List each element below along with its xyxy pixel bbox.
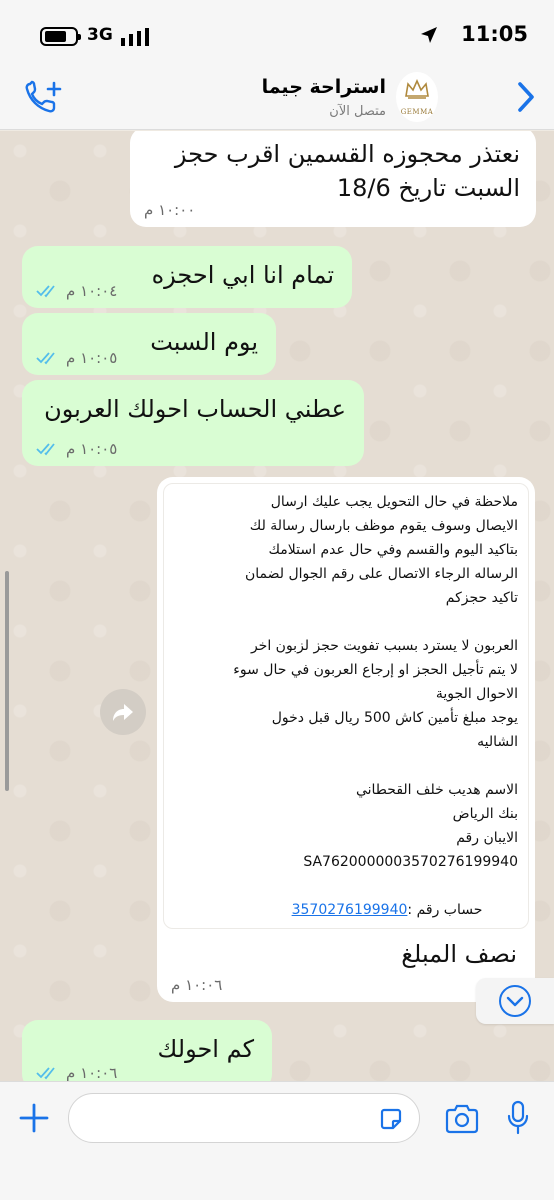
chat-area[interactable] [0, 131, 554, 1081]
message-time: ١٠:٠٦ م [171, 976, 223, 994]
message-bubble-incoming[interactable] [157, 477, 535, 1002]
read-ticks-icon [36, 1066, 60, 1080]
account-line [174, 874, 518, 946]
forward-icon [112, 702, 134, 722]
message-text: نعتذر محجوزه القسمين اقرب حجز السبت تاريخ 18/6 [174, 140, 520, 202]
message-caption: نصف المبلغ [401, 940, 517, 968]
signal-icon [121, 28, 151, 46]
chevron-down-icon [498, 984, 532, 1018]
battery-icon [40, 27, 78, 46]
message-meta [144, 201, 195, 219]
account-number-link[interactable]: 3570276199940 [291, 902, 408, 918]
message-time: ١٠:٠٠ م [144, 201, 196, 219]
add-call-icon[interactable] [24, 80, 64, 114]
contact-status: متصل الآن [329, 104, 386, 119]
message-bubble-incoming[interactable] [130, 131, 536, 227]
message-time: ١٠:٠٥ م [66, 440, 118, 458]
network-type: 3G [87, 25, 113, 45]
microphone-icon[interactable] [506, 1100, 530, 1136]
message-text: كم احولك [157, 1035, 254, 1063]
message-meta [171, 976, 222, 994]
avatar-brand: GEMMA [400, 108, 434, 116]
forward-button[interactable] [100, 689, 146, 735]
status-bar [0, 0, 554, 70]
sticker-icon[interactable] [378, 1106, 404, 1132]
scrollbar[interactable] [5, 571, 9, 791]
quoted-message[interactable] [163, 483, 529, 929]
plus-icon[interactable] [18, 1102, 50, 1134]
scroll-to-bottom-button[interactable] [476, 978, 554, 1024]
message-bubble-outgoing[interactable] [22, 380, 364, 466]
message-time: ١٠:٠٥ م [66, 349, 118, 367]
message-meta [36, 440, 117, 458]
input-bar [0, 1081, 554, 1200]
read-ticks-icon [36, 351, 60, 365]
message-meta [36, 1064, 117, 1081]
message-meta [36, 282, 117, 300]
message-text: عطني الحساب احولك العربون [44, 395, 346, 423]
chat-header [0, 70, 554, 130]
clock: 11:05 [461, 22, 528, 46]
back-chevron-icon[interactable] [512, 76, 540, 118]
read-ticks-icon [36, 442, 60, 456]
message-time: ١٠:٠٦ م [66, 1064, 118, 1081]
camera-icon[interactable] [444, 1104, 480, 1134]
message-bubble-outgoing[interactable] [22, 1020, 272, 1081]
account-label: حساب رقم : [407, 902, 483, 918]
notice-text: ملاحظة في حال التحويل يجب عليك ارسال الايصال وسوف يقوم موظف بارسال رسالة لك بتاكيد اليوم والقسم وفي حال عدم استلامك الرساله الرجاء الاتصال على رقم الجوال لضمان تاكيد حجزكم العربون لا يسترد بسبب تفويت حجز لزبون اخر لا يتم تأجيل الحجز او إرجاع العربون في حال سوء الاحوال الجوية يوجد مبلغ تأمين كاش 500 ريال قبل دخول الشاليه الاسم هديب خلف القحطاني بنك الرياض الايبان رقم SA7620000003570276199940 [233, 494, 518, 870]
message-text: تمام انا ابي احجزه [151, 261, 334, 289]
crown-logo-icon [404, 78, 430, 100]
message-time: ١٠:٠٤ م [66, 282, 118, 300]
location-arrow-icon [420, 26, 438, 44]
read-ticks-icon [36, 284, 60, 298]
avatar[interactable] [396, 72, 438, 122]
message-bubble-outgoing[interactable] [22, 246, 352, 308]
message-meta [36, 349, 117, 367]
message-text: يوم السبت [150, 328, 258, 356]
message-bubble-outgoing[interactable] [22, 313, 276, 375]
message-input[interactable] [68, 1093, 420, 1143]
contact-name[interactable]: استراحة جيما [261, 76, 386, 98]
